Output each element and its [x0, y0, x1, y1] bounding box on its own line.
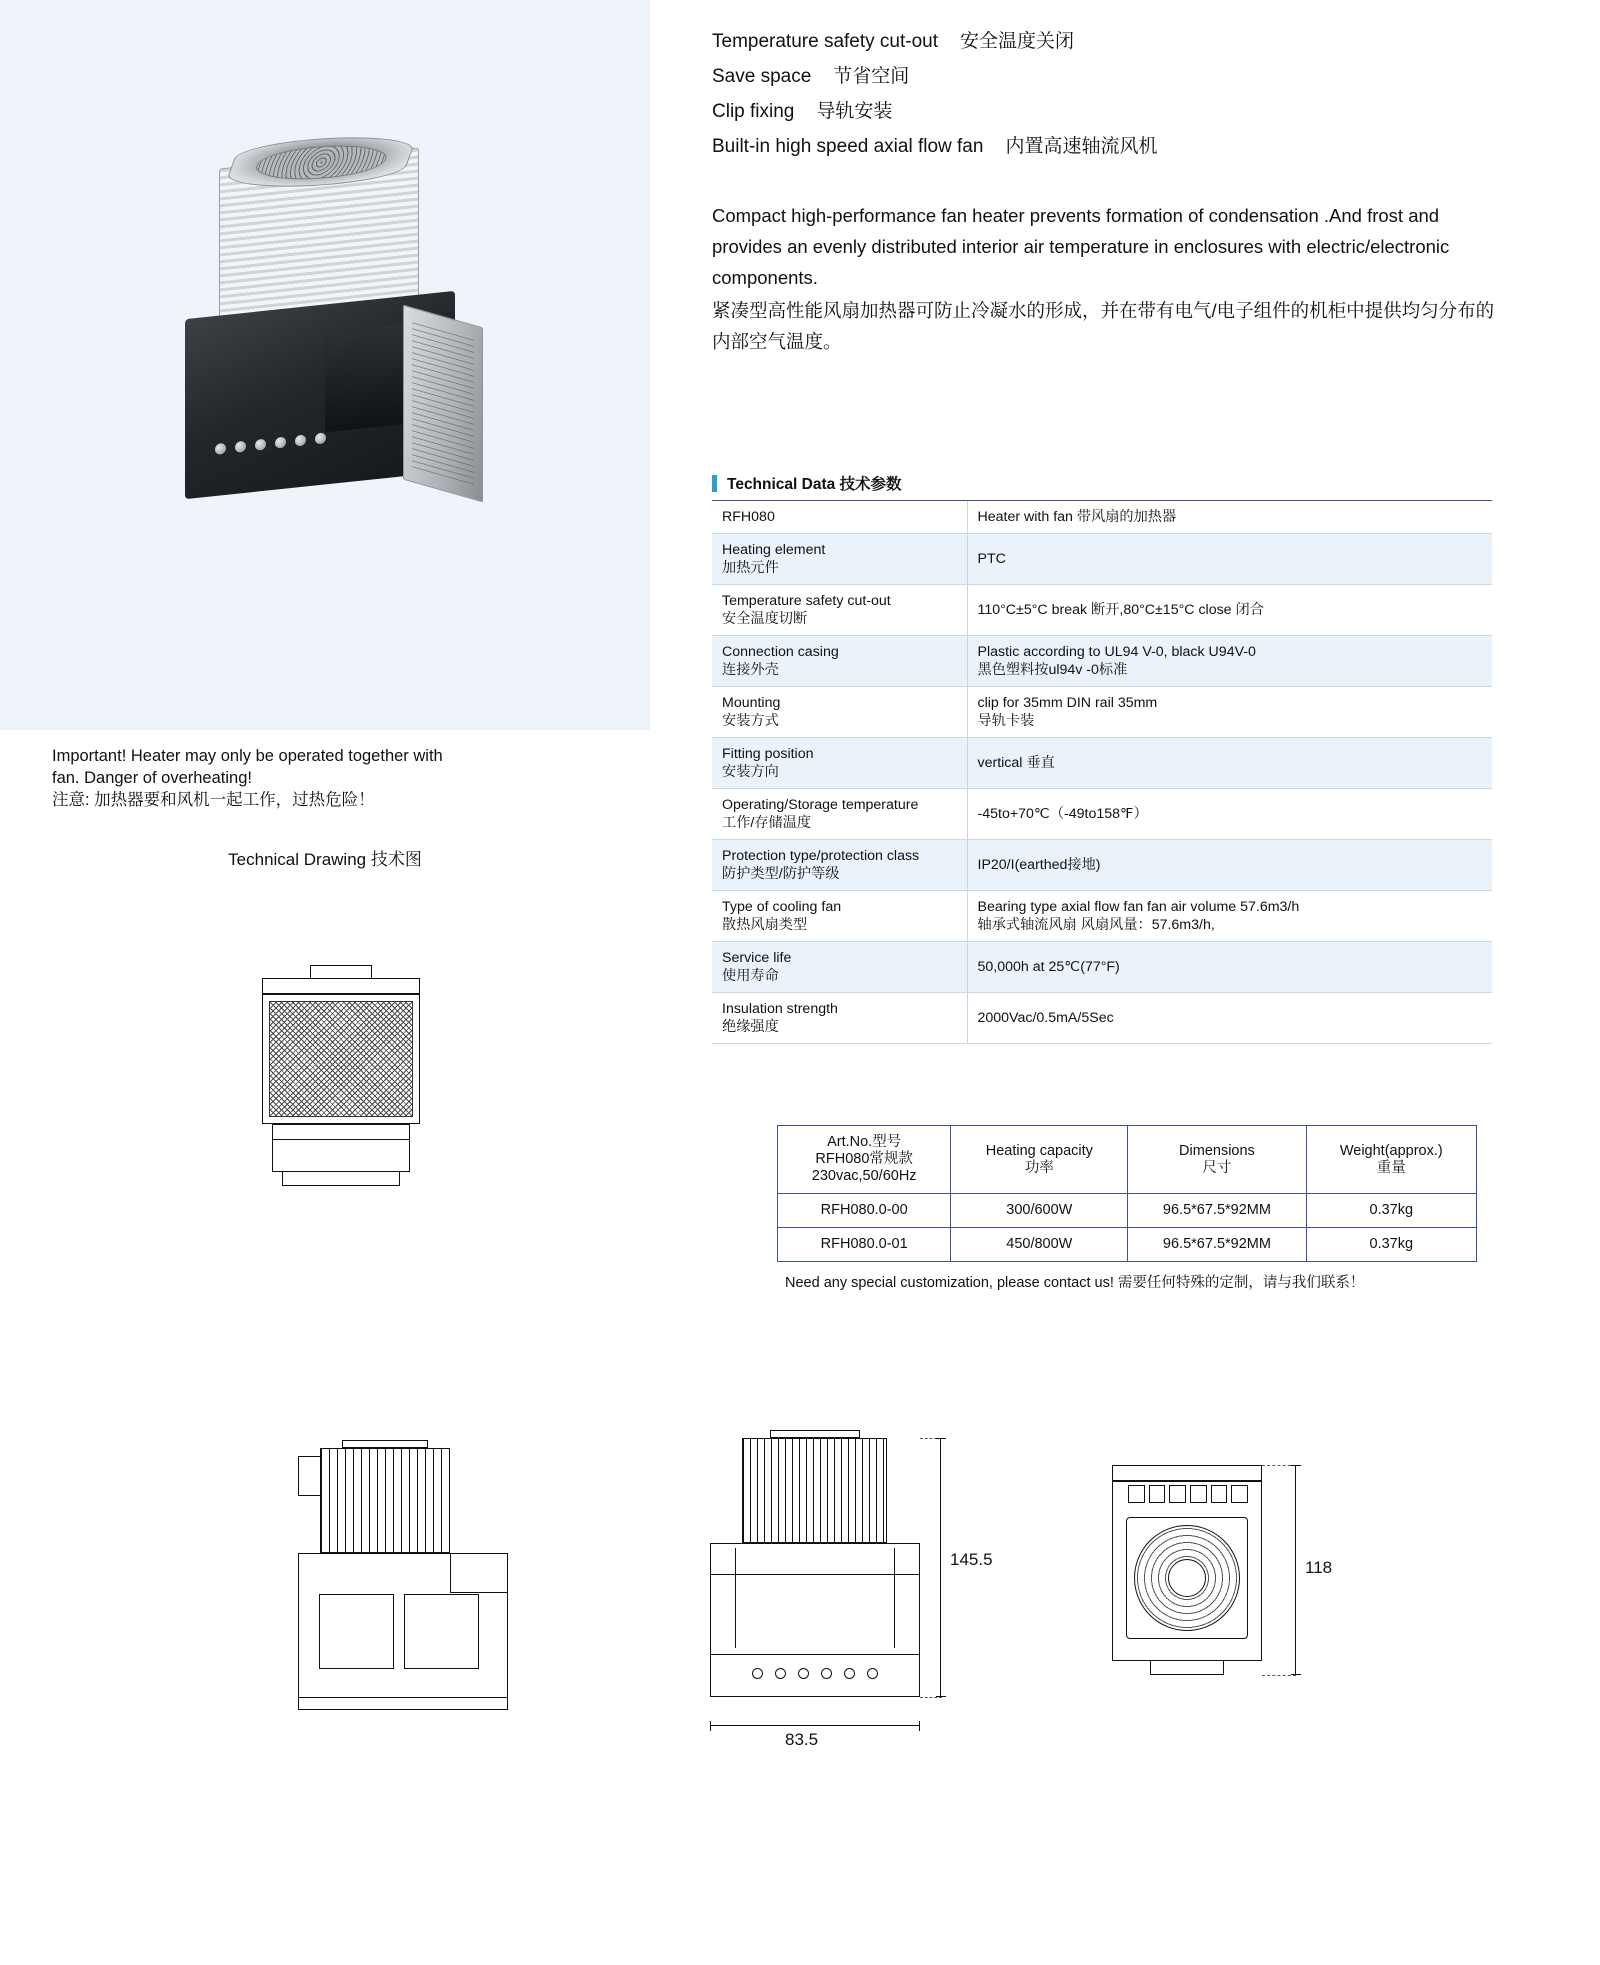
dimension-value-height: 145.5 [950, 1550, 993, 1569]
feature-cn: 安全温度关闭 [960, 31, 1075, 52]
important-note-en: Important! Heater may only be operated together with fan. Danger of overheating! [52, 747, 443, 787]
front-view-grill [262, 994, 420, 1124]
product-photo-fan-heater [175, 130, 480, 520]
rear-view-top [1112, 1465, 1262, 1481]
side-view-step [450, 1553, 508, 1593]
front-dim-terminals [752, 1668, 878, 1679]
drawing-front-view [250, 965, 430, 1215]
tech-value: clip for 35mm DIN rail 35mm 导轨卡装 [967, 687, 1492, 738]
order-cell-art-no: RFH080.0-01 [778, 1228, 951, 1262]
tech-key: Heating element 加热元件 [712, 534, 967, 585]
order-header-dimensions: Dimensions 尺寸 [1128, 1126, 1306, 1194]
product-description [712, 200, 1512, 357]
tech-value: IP20/I(earthed接地) [967, 840, 1492, 891]
description-cn: 紧凑型高性能风扇加热器可防止冷凝水的形成，并在带有电气/电子组件的机柜中提供均匀分布的内部空气温度。 [712, 300, 1495, 352]
table-row [712, 993, 1492, 1044]
feature-item [712, 24, 1572, 59]
drawing-rear-view [1090, 1465, 1410, 1765]
front-view-body [272, 1124, 410, 1172]
order-cell-capacity: 450/800W [951, 1228, 1128, 1262]
table-row [778, 1194, 1477, 1228]
order-header-weight: Weight(approx.) 重量 [1306, 1126, 1476, 1194]
order-cell-capacity: 300/600W [951, 1194, 1128, 1228]
feature-item [712, 129, 1572, 164]
dimension-leader-bottom [1262, 1675, 1296, 1676]
order-cell-weight: 0.37kg [1306, 1228, 1476, 1262]
tech-key: Insulation strength 绝缘强度 [712, 993, 967, 1044]
rear-view-fan-hub [1168, 1559, 1206, 1597]
order-header-heating-capacity: Heating capacity 功率 [951, 1126, 1128, 1194]
order-cell-weight: 0.37kg [1306, 1194, 1476, 1228]
fan-module [403, 305, 483, 503]
front-view-foot [282, 1172, 400, 1186]
feature-list [712, 24, 1572, 164]
order-header-art-no: Art.No.型号 RFH080常规款 230vac,50/60Hz [778, 1126, 951, 1194]
dimension-line-depth [1295, 1465, 1296, 1675]
tech-value: 110°C±5°C break 断开,80°C±15°C close 闭合 [967, 585, 1492, 636]
dimension-value-depth: 118 [1305, 1558, 1333, 1577]
tech-key: RFH080 [712, 501, 967, 534]
tech-key: Mounting 安装方式 [712, 687, 967, 738]
customization-note: Need any special customization, please contact us! 需要任何特殊的定制，请与我们联系！ [785, 1275, 1365, 1291]
side-view-cap [342, 1440, 428, 1448]
order-table-block [777, 1125, 1477, 1292]
front-dim-left-edge [710, 1548, 736, 1648]
side-view-cavity-left [319, 1594, 394, 1669]
tech-value: Heater with fan 带风扇的加热器 [967, 501, 1492, 534]
table-row [712, 942, 1492, 993]
feature-cn: 内置高速轴流风机 [1005, 136, 1158, 157]
tech-value: 2000Vac/0.5mA/5Sec [967, 993, 1492, 1044]
feature-en: Save space [712, 66, 812, 87]
tech-value: -45to+70℃（-49to158℉） [967, 789, 1492, 840]
dimension-line-width [710, 1725, 920, 1726]
table-row [712, 687, 1492, 738]
order-table [777, 1125, 1477, 1262]
order-cell-dimensions: 96.5*67.5*92MM [1128, 1194, 1306, 1228]
tech-key: Type of cooling fan 散热风扇类型 [712, 891, 967, 942]
tech-value: Bearing type axial flow fan fan air volume 57.6m3/h 轴承式轴流风扇 风扇风量：57.6m3/h, [967, 891, 1492, 942]
tech-key: Service life 使用寿命 [712, 942, 967, 993]
side-view-din-clip [298, 1456, 320, 1496]
tech-key: Connection casing 连接外壳 [712, 636, 967, 687]
front-dim-fins [742, 1438, 887, 1543]
technical-drawing-title: Technical Drawing 技术图 [228, 850, 422, 869]
table-row [712, 789, 1492, 840]
technical-data-block [712, 472, 1492, 1044]
table-row [712, 534, 1492, 585]
important-note-cn: 注意: 加热器要和风机一起工作，过热危险！ [52, 791, 375, 809]
front-dim-body [710, 1543, 920, 1655]
feature-cn: 导轨安装 [816, 101, 893, 122]
tech-value: vertical 垂直 [967, 738, 1492, 789]
side-view-cavity-right [404, 1594, 479, 1669]
accent-bar-icon [712, 475, 717, 492]
table-header-row [778, 1126, 1477, 1194]
table-row [712, 840, 1492, 891]
tech-key: Temperature safety cut-out 安全温度切断 [712, 585, 967, 636]
tech-key: Operating/Storage temperature 工作/存储温度 [712, 789, 967, 840]
important-note [52, 745, 452, 811]
tech-value: 50,000h at 25℃(77°F) [967, 942, 1492, 993]
tech-value: Plastic according to UL94 V-0, black U94V-0 黑色塑料按ul94v -0标准 [967, 636, 1492, 687]
table-row [712, 501, 1492, 534]
drawing-side-view [290, 1440, 550, 1770]
feature-en: Clip fixing [712, 101, 795, 122]
table-row [778, 1228, 1477, 1262]
table-row [712, 891, 1492, 942]
side-view-fins [320, 1448, 450, 1553]
feature-en: Temperature safety cut-out [712, 31, 938, 52]
rear-view-terminals [1128, 1485, 1248, 1503]
technical-data-title: Technical Data 技术参数 [727, 476, 902, 493]
front-view-cap [310, 965, 372, 978]
dimension-value-width: 83.5 [785, 1730, 819, 1749]
feature-en: Built-in high speed axial flow fan [712, 136, 984, 157]
tech-key: Fitting position 安装方向 [712, 738, 967, 789]
table-row [712, 738, 1492, 789]
tech-value: PTC [967, 534, 1492, 585]
technical-data-header [712, 472, 1492, 501]
dimension-leader-bottom [920, 1697, 942, 1698]
front-dim-cap [770, 1430, 860, 1438]
order-cell-dimensions: 96.5*67.5*92MM [1128, 1228, 1306, 1262]
dimension-line-height [940, 1438, 941, 1697]
feature-item [712, 94, 1572, 129]
feature-item [712, 59, 1572, 94]
front-view-top-rail [262, 978, 420, 994]
table-row [712, 636, 1492, 687]
feature-cn: 节省空间 [833, 66, 910, 87]
order-cell-art-no: RFH080.0-00 [778, 1194, 951, 1228]
description-en: Compact high-performance fan heater prevents formation of condensation .And frost and provides an evenly distributed interior air temperature in enclosures with electric/electronic components. [712, 205, 1450, 288]
tech-key: Protection type/protection class 防护类型/防护等级 [712, 840, 967, 891]
front-dim-right-edge [894, 1548, 920, 1648]
product-photo-panel [0, 0, 650, 730]
table-row [712, 585, 1492, 636]
drawing-front-dimensioned [700, 1430, 1030, 1790]
side-view-foot [298, 1698, 508, 1710]
rear-view-foot [1150, 1661, 1224, 1675]
technical-data-table [712, 501, 1492, 1044]
